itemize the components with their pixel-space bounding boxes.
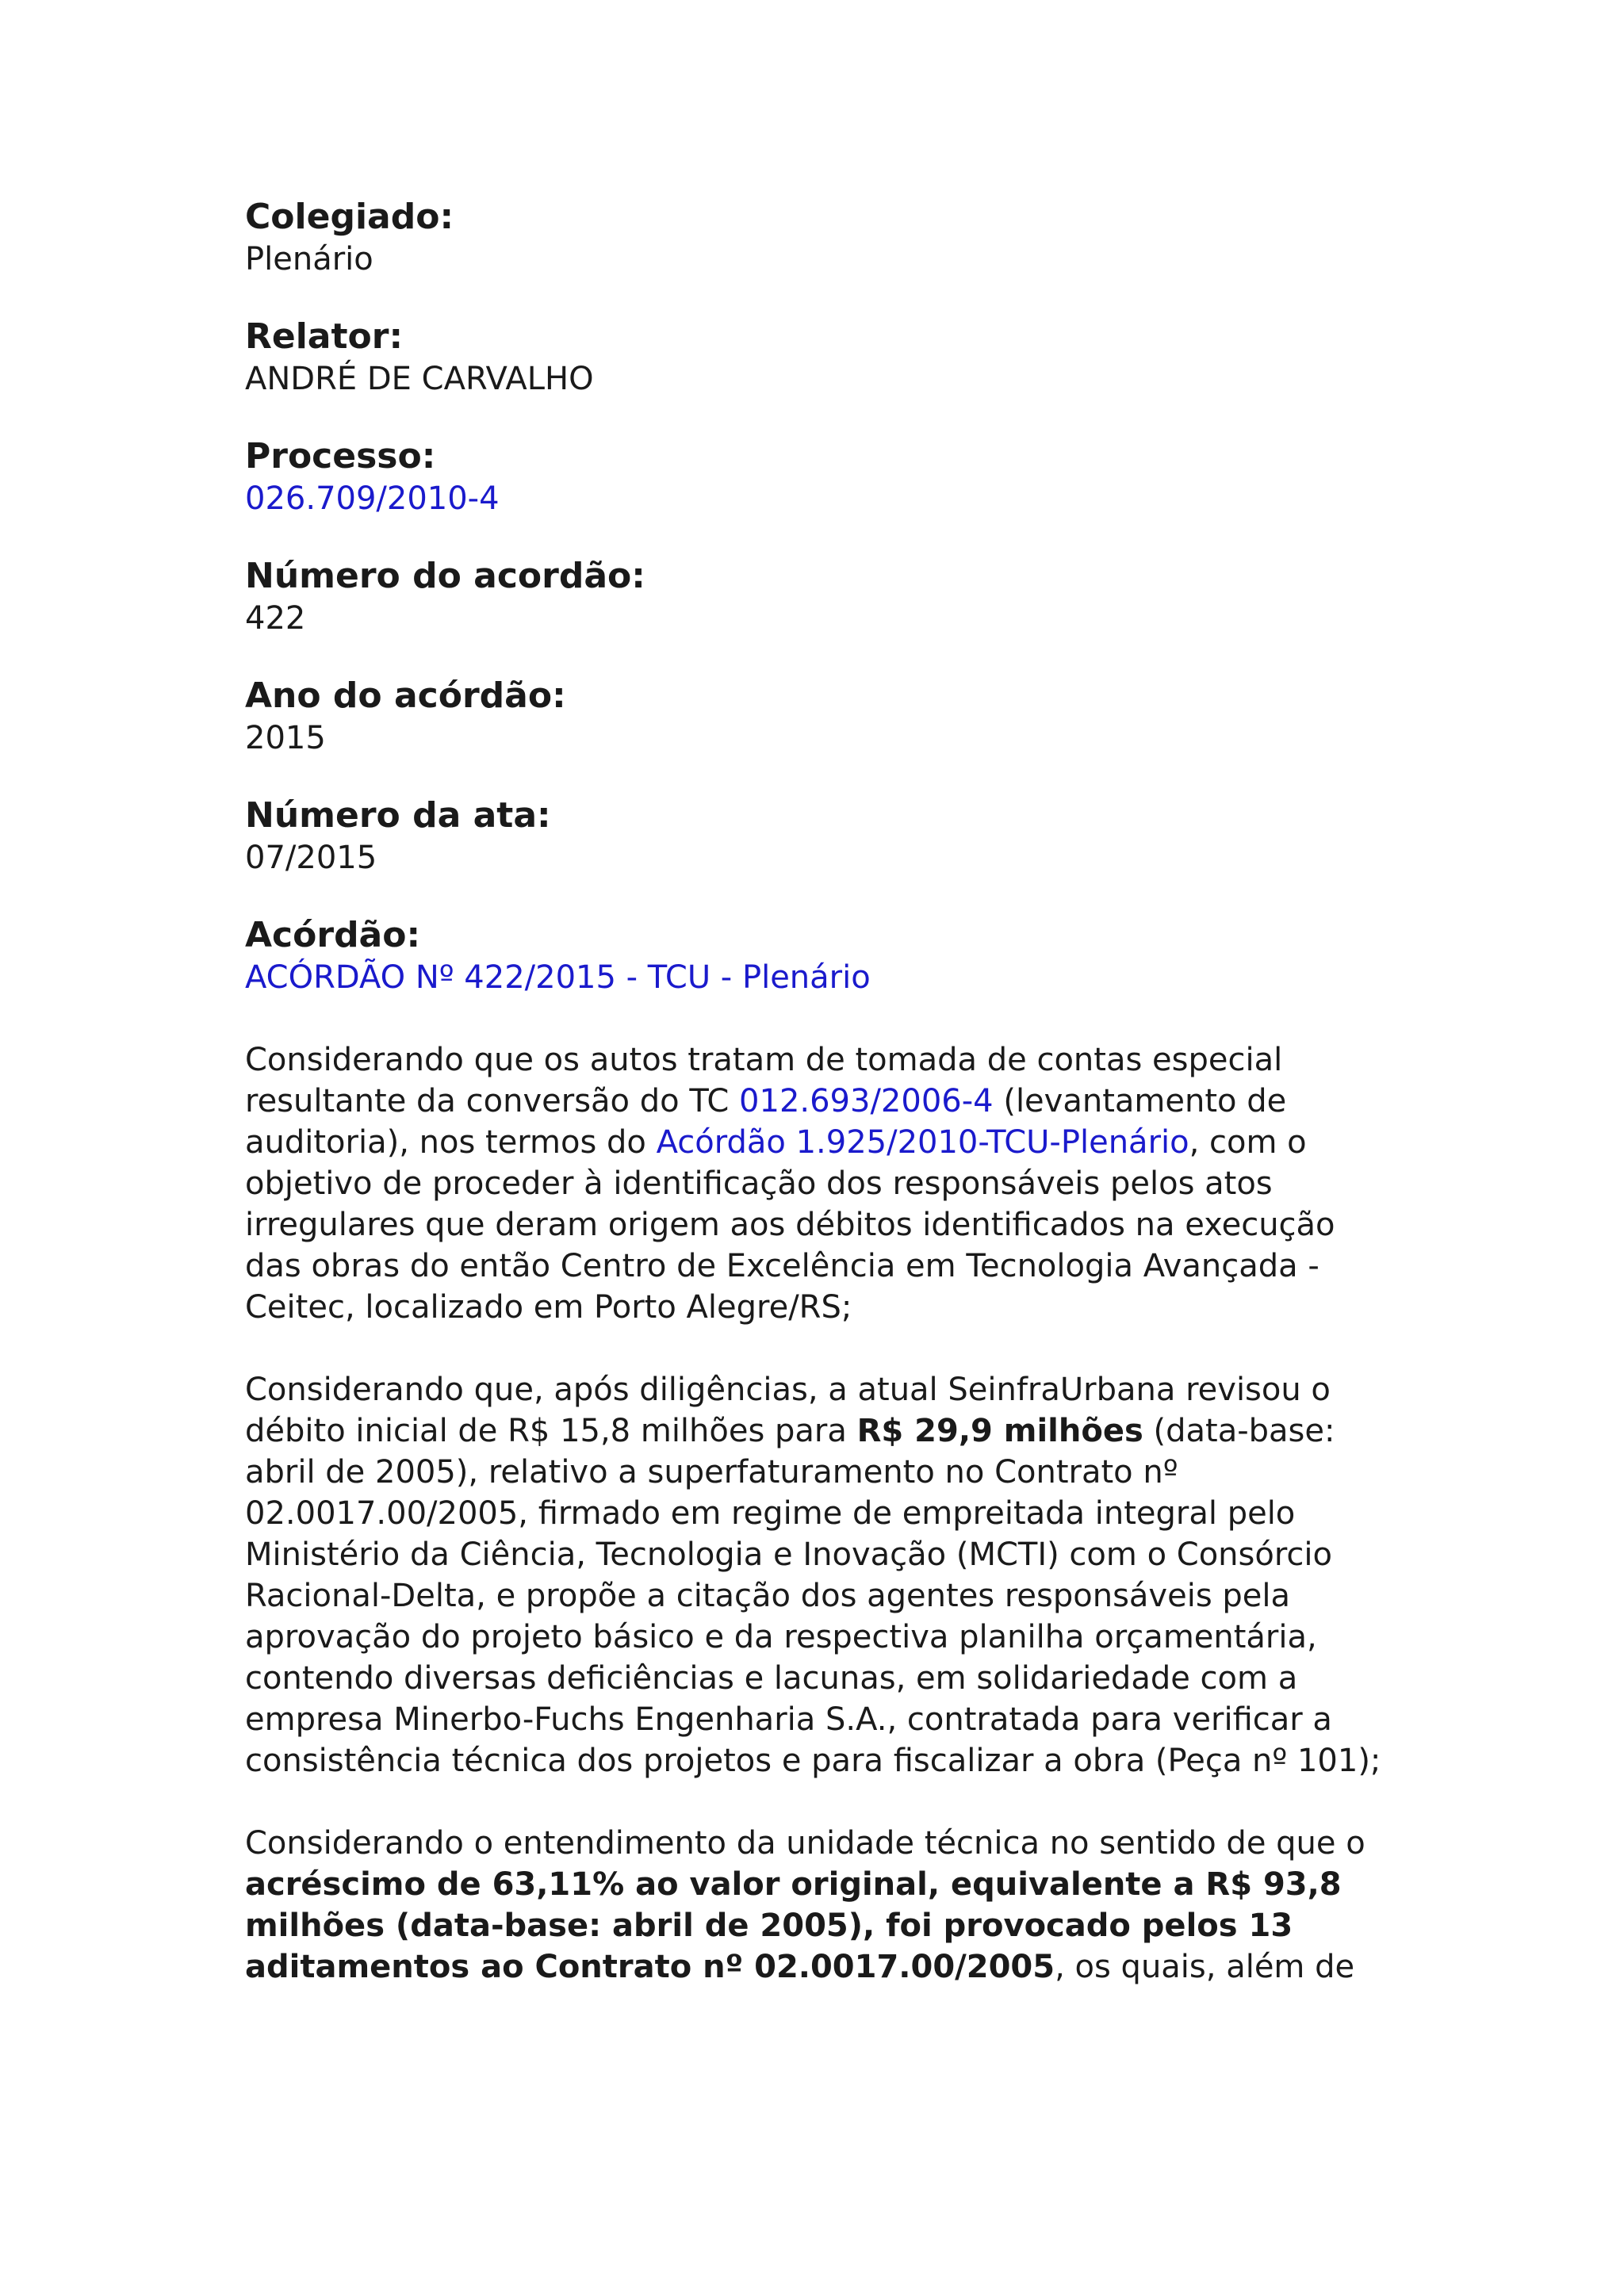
acordao-value bbox=[245, 957, 1387, 998]
numero-acordao-label: Número do acordão: bbox=[245, 556, 645, 596]
relator-value: ANDRÉ DE CARVALHO bbox=[245, 361, 594, 397]
paragraph-2-bold-1: R$ 29,9 milhões bbox=[856, 1413, 1143, 1449]
ano-acordao-value: 2015 bbox=[245, 720, 326, 756]
tc-link[interactable]: 012.693/2006-4 bbox=[739, 1083, 994, 1119]
numero-ata-value: 07/2015 bbox=[245, 840, 377, 876]
paragraph-3-bold-1: acréscimo de 63,11% ao valor original, equivalente a R$ 93,8 milhões (data-base: abril de 2005), foi provocado pelos 13 aditamentos ao Contrato nº 02.0017.00/2005 bbox=[245, 1866, 1342, 1985]
acordao-label: Acórdão: bbox=[245, 915, 421, 955]
document-page bbox=[245, 195, 1387, 2029]
paragraph-3-text-2: , os quais, além de bbox=[1055, 1949, 1355, 1985]
colegiado-label: Colegiado: bbox=[245, 197, 454, 237]
processo-link[interactable]: 026.709/2010-4 bbox=[245, 480, 500, 517]
field-colegiado bbox=[245, 195, 1387, 280]
numero-acordao-value: 422 bbox=[245, 600, 306, 637]
paragraph-1 bbox=[245, 1039, 1387, 1328]
paragraph-3 bbox=[245, 1823, 1387, 1988]
paragraph-2-text-1: Considerando que, após diligências, a atual SeinfraUrbana revisou o débito inicial de R$ 15,8 milhões para bbox=[245, 1372, 1331, 1449]
field-numero-ata bbox=[245, 794, 1387, 878]
field-ano-acordao bbox=[245, 674, 1387, 759]
colegiado-value: Plenário bbox=[245, 241, 373, 277]
paragraph-1-text-3: , com o objetivo de proceder à identificação dos responsáveis pelos atos irregulares que deram origem aos débitos identificados na execução das obras do então Centro de Excelência em Tecnologia Avançada - Ceitec, localizado em Porto Alegre/RS; bbox=[245, 1124, 1335, 1326]
paragraph-3-text-1: Considerando o entendimento da unidade técnica no sentido de que o bbox=[245, 1825, 1365, 1862]
numero-ata-label: Número da ata: bbox=[245, 795, 551, 836]
field-relator bbox=[245, 315, 1387, 400]
processo-label: Processo: bbox=[245, 436, 436, 476]
paragraph-2-text-2: (data-base: abril de 2005), relativo a superfaturamento no Contrato nº 02.0017.00/2005, firmado em regime de empreitada integral pelo Ministério da Ciência, Tecnologia e Inovação (MCTI) com o Consórcio Racional-Delta, e propõe a citação dos agentes responsáveis pela aprovação do projeto básico e da respectiva planilha orçamentária, contendo diversas deficiências e lacunas, em solidariedade com a empresa Minerbo-Fuchs Engenharia S.A., contratada para verificar a consistência técnica dos projetos e para fiscalizar a obra (Peça nº 101); bbox=[245, 1413, 1381, 1779]
ano-acordao-label: Ano do acórdão: bbox=[245, 675, 566, 716]
relator-label: Relator: bbox=[245, 316, 404, 357]
field-processo bbox=[245, 434, 1387, 519]
acordao-reference-link[interactable]: Acórdão 1.925/2010-TCU-Plenário bbox=[656, 1124, 1189, 1161]
field-acordao bbox=[245, 913, 1387, 998]
paragraph-2 bbox=[245, 1369, 1387, 1781]
acordao-link[interactable]: ACÓRDÃO Nº 422/2015 - TCU - Plenário bbox=[245, 959, 871, 996]
paragraph-1-text-2: (levantamento de auditoria), nos termos do bbox=[245, 1083, 1287, 1161]
processo-value bbox=[245, 478, 1387, 519]
paragraph-1-text-1: Considerando que os autos tratam de tomada de contas especial resultante da conversão do TC bbox=[245, 1042, 1283, 1119]
field-numero-acordao bbox=[245, 554, 1387, 639]
